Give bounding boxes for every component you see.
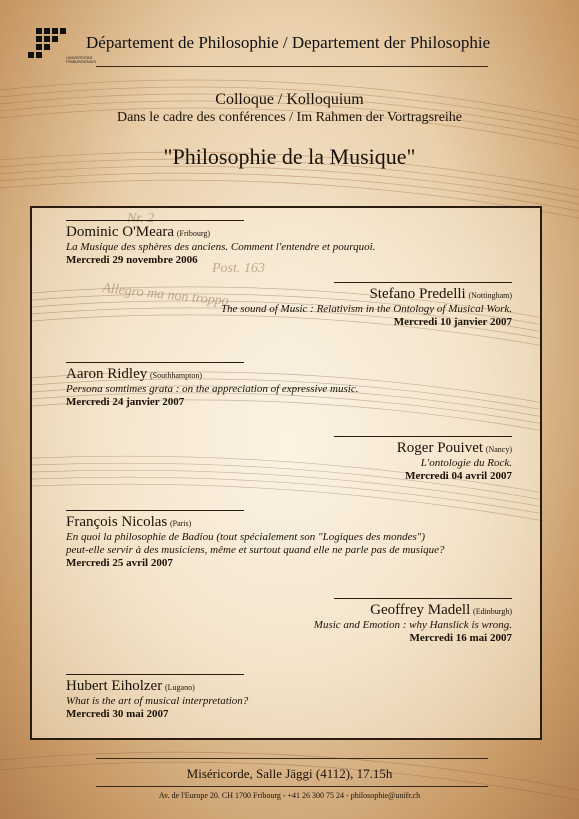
talk-topic: La Musique des sphères des anciens. Comment l'entendre et pourquoi. [66,241,376,253]
talk-item [314,598,512,645]
talk-date: Mercredi 30 mai 2007 [66,708,169,720]
divider [96,786,488,787]
talk-item [334,436,512,483]
divider [96,66,488,67]
talk-date: Mercredi 24 janvier 2007 [66,396,185,408]
speaker-affiliation: (Southhampton) [149,371,202,380]
talk-topic: Persona somtimes grata : on the appreciation of expressive music. [66,383,359,395]
speaker-name: Roger Pouivet [396,440,484,456]
department-heading: Département de Philosophie / Departement der Philosophie [86,33,491,52]
talk-date: Mercredi 04 avril 2007 [405,470,512,482]
talk-divider [66,510,244,511]
colloque-label: Colloque / Kolloquium [215,91,364,108]
talk-topic-line-2: peut-elle servir à des musiciens, même et surtout quand elle ne parle pas de musique? [66,544,445,556]
series-label: Dans le cadre des conférences / Im Rahmen der Vortragsreihe [116,110,463,125]
speaker-affiliation: (Fribourg) [176,229,211,238]
talk-divider [334,598,512,599]
talk-topic: L'ontologie du Rock. [420,457,512,469]
speaker-name: Dominic O'Meara [66,224,175,240]
talk-divider [334,282,512,283]
speaker-affiliation: (Paris) [169,519,192,528]
speaker-name: Aaron Ridley [66,366,148,382]
talk-date: Mercredi 25 avril 2007 [66,557,173,569]
divider [96,758,488,759]
speaker-name: François Nicolas [66,514,168,530]
talk-item [66,674,248,721]
talk-divider [66,362,244,363]
program-panel [30,206,542,740]
contact-address: Av. de l'Europe 20. CH 1700 Fribourg - +41 26 300 75 24 - philosophie@unifr.ch [158,791,421,800]
logo-text: UNIVERSITAS FRIBURGENSIS [66,55,97,64]
speaker-affiliation: (Nancy) [485,445,512,454]
unifr-logo-icon [28,26,70,68]
talk-date: Mercredi 16 mai 2007 [409,632,512,644]
talk-topic: The sound of Music : Relativism in the Ontology of Musical Work. [220,303,512,315]
score-post-text: Post. 163 [212,261,265,276]
speaker-affiliation: (Lugano) [164,683,195,692]
speaker-affiliation: (Edinburgh) [473,607,512,616]
venue-info: Miséricorde, Salle Jäggi (4112), 17.15h [186,766,393,781]
speaker-name: Hubert Eiholzer [66,678,163,694]
talk-item [66,510,445,570]
speaker-name: Geoffrey Madell [370,602,471,618]
talk-date: Mercredi 29 novembre 2006 [66,254,198,266]
talk-item [221,282,512,329]
talk-divider [66,674,244,675]
talk-topic: What is the art of musical interpretation? [66,695,249,707]
score-tempo-text: Allegro ma non troppo [101,281,230,310]
score-nr-text: Nr. 2 [127,211,155,226]
talk-item [66,220,375,267]
page-title: "Philosophie de la Musique" [163,144,416,169]
talk-divider [334,436,512,437]
talk-topic: En quoi la philosophie de Badiou (tout spécialement son "Logiques des mondes") [66,531,426,543]
talk-item [66,362,358,409]
talk-topic: Music and Emotion : why Hanslick is wrong. [313,619,512,631]
talk-date: Mercredi 10 janvier 2007 [393,316,512,328]
speaker-name: Stefano Predelli [369,286,466,302]
speaker-affiliation: (Nottingham) [468,291,512,300]
talk-divider [66,220,244,221]
